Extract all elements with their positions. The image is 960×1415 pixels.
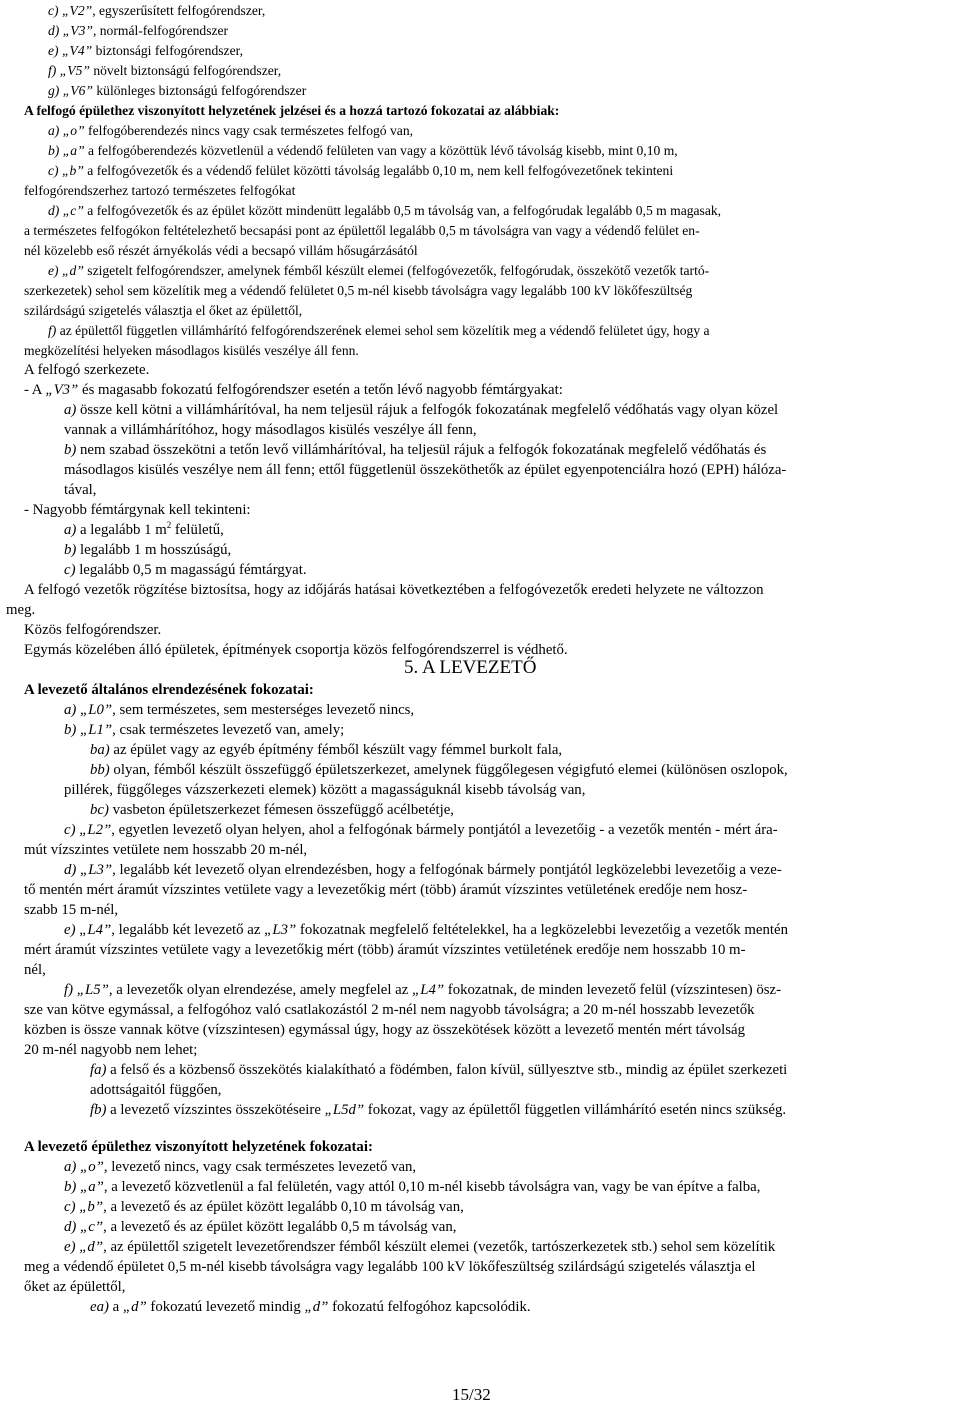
text-span: bb) bbox=[90, 762, 110, 778]
text-span: A levezető épülethez viszonyított helyzetének fokozatai: bbox=[24, 1139, 373, 1155]
text-span: a levezető vízszintes összekötéseire bbox=[106, 1102, 325, 1118]
text-span: b) bbox=[64, 542, 77, 558]
text-span: g) „V6” bbox=[48, 83, 93, 98]
text-span: ea) bbox=[90, 1299, 109, 1315]
text-span: 5. A LEVEZETŐ bbox=[404, 657, 537, 678]
text-line bbox=[64, 1197, 464, 1217]
text-span: mút vízszintes vetülete nem hosszabb 20 m-nél, bbox=[24, 842, 308, 858]
text-line bbox=[24, 620, 161, 640]
text-span: b) „a” bbox=[64, 1179, 104, 1195]
text-span: nem szabad összekötni a tetőn levő villámhárítóval, ha teljesül rájuk a felfogók fokozatának megfelelő védőhatás és bbox=[76, 442, 767, 458]
text-span: A felfogó szerkezete. bbox=[24, 362, 150, 378]
text-line bbox=[24, 580, 764, 600]
text-line bbox=[24, 680, 314, 700]
text-line bbox=[24, 1040, 197, 1060]
text-line bbox=[64, 520, 224, 540]
text-span: , a levezető közvetlenül a fal felületén, vagy attól 0,10 m-nél kisebb távolságra van, vagy be van építve a falba, bbox=[103, 1179, 761, 1195]
text-line bbox=[64, 1237, 775, 1257]
text-span: legalább 1 m hosszúságú, bbox=[76, 542, 232, 558]
text-span: e) „d” bbox=[48, 263, 84, 278]
text-span: olyan, fémből készült összefüggő épületszerkezet, amelynek függőlegesen végigfutó elemei (különösen oszlopok, bbox=[109, 762, 788, 778]
text-span: , az épülettől szigetelt levezetőrendszer fémből készült elemei (vezetők, tartószerkezetek stb.) sehol sem közelítik bbox=[103, 1239, 776, 1255]
text-line bbox=[64, 700, 414, 720]
text-line bbox=[48, 21, 228, 41]
text-span: a) bbox=[64, 402, 77, 418]
text-span: , sem természetes, sem mesterséges levezető nincs, bbox=[112, 702, 415, 718]
text-span: sze van kötve egymással, a felfogóhoz való csatlakozástól 2 m-nél nem nagyobb távolságra; a 20 m-nél hosszabb levezetők bbox=[24, 1002, 755, 1018]
text-span: pillérek, függőleges vázszerkezeti elemek) között a magasságuknál kisebb távolság van, bbox=[64, 782, 586, 798]
text-span: meg. bbox=[6, 602, 36, 618]
text-span: a felső és a közbenső összekötés kialakítható a födémben, falon kívül, süllyesztve stb., mindig az épület szerkezeti bbox=[106, 1062, 788, 1078]
text-line bbox=[64, 720, 344, 740]
text-span: „V3” bbox=[45, 382, 79, 398]
text-span: a) „L0” bbox=[64, 702, 113, 718]
text-span: d) „c” bbox=[64, 1219, 104, 1235]
text-span: , a levezetők olyan elrendezése, amely megfelel az bbox=[108, 982, 412, 998]
text-span: fokozatú felfogóhoz kapcsolódik. bbox=[328, 1299, 531, 1315]
text-line bbox=[48, 61, 281, 81]
text-line bbox=[24, 500, 251, 520]
text-span: ba) bbox=[90, 742, 110, 758]
text-line bbox=[64, 980, 781, 1000]
text-span: nél közelebb eső részét árnyékolás védi a becsapó villám hősugárzásától bbox=[24, 243, 418, 258]
text-span: , csak természetes levezető van, amely; bbox=[112, 722, 345, 738]
text-line bbox=[48, 261, 709, 281]
text-span: - A bbox=[24, 382, 46, 398]
text-line bbox=[90, 1297, 531, 1317]
text-span: tával, bbox=[64, 482, 97, 498]
text-line bbox=[64, 780, 585, 800]
page-number: 15/32 bbox=[452, 1385, 491, 1404]
text-span: b) „L1” bbox=[64, 722, 113, 738]
text-span: d) „c” bbox=[48, 203, 84, 218]
text-line bbox=[64, 860, 782, 880]
text-span: c) „L2” bbox=[64, 822, 112, 838]
text-span: a) „o” bbox=[64, 1159, 104, 1175]
text-span: növelt biztonságú felfogórendszer, bbox=[89, 63, 282, 78]
text-span: őket az épülettől, bbox=[24, 1279, 126, 1295]
text-span: fokozat, vagy az épülettől független villámhárító esetén nincs szükség. bbox=[364, 1102, 787, 1118]
text-line bbox=[48, 81, 306, 101]
text-line bbox=[24, 1020, 745, 1040]
text-line bbox=[90, 1060, 787, 1080]
text-span: a természetes felfogókon feltételezhető becsapási pont az épülettől legalább 0,5 m távolságra van vagy a védendő felület en- bbox=[24, 223, 700, 238]
text-line bbox=[64, 440, 766, 460]
text-span: fb) bbox=[90, 1102, 107, 1118]
text-span: bc) bbox=[90, 802, 109, 818]
text-span: a) „o” bbox=[48, 123, 85, 138]
text-span: , legalább két levezető az bbox=[111, 922, 265, 938]
text-span: felfogóberendezés nincs vagy csak természetes felfogó van, bbox=[84, 123, 414, 138]
text-span: a bbox=[108, 1299, 123, 1315]
text-line bbox=[24, 960, 46, 980]
text-line bbox=[24, 281, 692, 301]
text-span: a legalább 1 m bbox=[76, 522, 167, 538]
text-line bbox=[64, 820, 778, 840]
text-line bbox=[48, 321, 710, 341]
text-line bbox=[64, 480, 96, 500]
text-line bbox=[6, 600, 35, 620]
text-span: , a levezető és az épület között legalább 0,5 m távolság van, bbox=[103, 1219, 457, 1235]
text-span: , egyszerűsített felfogórendszer, bbox=[92, 3, 266, 18]
text-span: az épülettől független villámhárító felfogórendszerének elemei sehol sem közelítik meg a védendő felületet úgy, hogy a bbox=[56, 323, 710, 338]
text-span: szigetelt felfogórendszer, amelynek fémből készült elemei (felfogóvezetők, felfogórudak, összekötő vezetők tartó- bbox=[83, 263, 710, 278]
text-line bbox=[24, 380, 563, 400]
text-span: , levezető nincs, vagy csak természetes levezető van, bbox=[103, 1159, 417, 1175]
text-span: össze kell kötni a villámhárítóval, ha nem teljesül rájuk a felfogók fokozatának megfelelő védőhatás vagy olyan közel bbox=[76, 402, 779, 418]
text-line bbox=[64, 560, 307, 580]
text-span: az épület vagy az egyéb építmény fémből készült vagy fémmel burkolt fala, bbox=[109, 742, 563, 758]
text-line bbox=[64, 400, 778, 420]
text-line bbox=[24, 101, 559, 121]
text-span: másodlagos kisülés veszélye nem áll fenn; ettől függetlenül összeköthetők az épület egyenpotenciálra hozó (EPH) hálóza- bbox=[64, 462, 787, 478]
text-span: Egymás közelében álló épületek, építmények csoportja közös felfogórendszerrel is védhető. bbox=[24, 642, 568, 658]
text-span: szilárdságú szigetelés választja el őket az épülettől, bbox=[24, 303, 303, 318]
text-span: vasbeton épületszerkezet fémesen összefüggő acélbetétje, bbox=[108, 802, 455, 818]
text-span: A levezető általános elrendezésének fokozatai: bbox=[24, 682, 314, 698]
text-span: és magasabb fokozatú felfogórendszer esetén a tetőn lévő nagyobb fémtárgyakat: bbox=[78, 382, 563, 398]
text-line bbox=[90, 1100, 786, 1120]
text-span: 20 m-nél nagyobb nem lehet; bbox=[24, 1042, 198, 1058]
text-span: A felfogó vezetők rögzítése biztosítsa, hogy az időjárás hatásai következtében a felfogóvezetők eredeti helyzete ne változzon bbox=[24, 582, 764, 598]
text-line bbox=[24, 1000, 755, 1020]
text-span: 2 bbox=[166, 520, 172, 530]
text-span: e) „V4” bbox=[48, 43, 93, 58]
text-span: „L5d” bbox=[324, 1102, 365, 1118]
text-line bbox=[24, 241, 418, 261]
text-span: vannak a villámhárítóhoz, hogy másodlagos kisülés veszélye áll fenn, bbox=[64, 422, 477, 438]
text-span: szerkezetek) sehol sem közelítik meg a védendő felületet 0,5 m-nél kisebb távolságra vagy legalább 100 kV lökőfeszültség bbox=[24, 283, 693, 298]
text-span: - Nagyobb fémtárgynak kell tekinteni: bbox=[24, 502, 251, 518]
text-span: megközelítési helyeken másodlagos kisülés veszélye áll fenn. bbox=[24, 343, 359, 358]
text-span: b) bbox=[64, 442, 77, 458]
text-span: A felfogó épülethez viszonyított helyzetének jelzései és a hozzá tartozó fokozatai az alábbiak: bbox=[24, 103, 560, 118]
text-span: fokozatnak, de minden levezető felül (vízszintesen) ösz- bbox=[444, 982, 781, 998]
text-span: b) „a” bbox=[48, 143, 85, 158]
text-span: a) bbox=[64, 522, 77, 538]
text-line bbox=[90, 800, 454, 820]
text-span: , legalább két levezető olyan elrendezésben, hogy a felfogónak bármely pontjától legközelebbi levezetőig a veze- bbox=[112, 862, 782, 878]
text-span: meg a védendő épületet 0,5 m-nél kisebb távolságra vagy legalább 100 kV lökőfeszültség szilárdságú szigetelés választja el bbox=[24, 1259, 756, 1275]
text-span: „L3” bbox=[264, 922, 297, 938]
text-line bbox=[48, 121, 413, 141]
text-span: „d” bbox=[122, 1299, 147, 1315]
text-span: fokozatnak megfelelő feltételekkel, ha a legközelebbi levezetőig a vezetők mentén bbox=[296, 922, 788, 938]
text-span: felfogórendszerhez tartozó természetes felfogókat bbox=[24, 183, 296, 198]
text-line bbox=[48, 41, 243, 61]
text-line bbox=[48, 201, 721, 221]
text-span: , normál-felfogórendszer bbox=[92, 23, 229, 38]
text-span: f) „L5” bbox=[64, 982, 109, 998]
text-span: fa) bbox=[90, 1062, 107, 1078]
text-line bbox=[90, 740, 562, 760]
text-span: f) „V5” bbox=[48, 63, 90, 78]
text-span: legalább 0,5 m magasságú fémtárgyat. bbox=[75, 562, 307, 578]
text-line bbox=[64, 1177, 760, 1197]
text-line bbox=[24, 900, 118, 920]
text-line bbox=[48, 161, 673, 181]
text-span: közben is össze vannak kötve (vízszintesen) egymással úgy, hogy az összekötések között a levezető mentén mért távolság bbox=[24, 1022, 745, 1038]
text-span: c) „V2” bbox=[48, 3, 93, 18]
text-line bbox=[24, 1137, 373, 1157]
text-span: fokozatú levezető mindig bbox=[146, 1299, 305, 1315]
text-span: a felfogóberendezés közvetlenül a védendő felületen van vagy a közöttük lévő távolság kisebb, mint 0,10 m, bbox=[84, 143, 678, 158]
text-span: d) „L3” bbox=[64, 862, 113, 878]
text-span: Közös felfogórendszer. bbox=[24, 622, 162, 638]
text-line bbox=[24, 301, 302, 321]
text-span: d) „V3” bbox=[48, 23, 93, 38]
text-line bbox=[24, 880, 747, 900]
text-line bbox=[64, 420, 477, 440]
text-span: c) „b” bbox=[64, 1199, 104, 1215]
text-span: , a levezető és az épület között legalább 0,10 m távolság van, bbox=[103, 1199, 464, 1215]
text-span: , egyetlen levezető olyan helyen, ahol a felfogónak bármely pontjától a levezetőig - a vezetők mentén - mért ára- bbox=[111, 822, 778, 838]
text-span: c) „b” bbox=[48, 163, 84, 178]
text-line bbox=[24, 181, 295, 201]
text-line bbox=[24, 221, 700, 241]
text-span: különleges biztonságú felfogórendszer bbox=[92, 83, 307, 98]
text-span: nél, bbox=[24, 962, 46, 978]
text-span: szabb 15 m-nél, bbox=[24, 902, 119, 918]
text-line bbox=[24, 940, 746, 960]
text-line bbox=[64, 920, 788, 940]
text-span: „L4” bbox=[412, 982, 445, 998]
text-line bbox=[24, 1277, 125, 1297]
text-line bbox=[24, 360, 149, 380]
text-line bbox=[64, 1157, 416, 1177]
text-span: adottságaitól függően, bbox=[90, 1082, 222, 1098]
text-line bbox=[64, 1217, 456, 1237]
text-line bbox=[24, 840, 307, 860]
text-line bbox=[90, 760, 788, 780]
text-line bbox=[48, 1, 265, 21]
text-line bbox=[48, 141, 678, 161]
text-span: a felfogóvezetők és az épület között mindenütt legalább 0,5 m távolság van, a felfogórudak legalább 0,5 m magasak, bbox=[83, 203, 722, 218]
text-span: c) bbox=[64, 562, 76, 578]
text-span: a felfogóvezetők és a védendő felület közötti távolság legalább 0,10 m, nem kell felfogóvezetőnek tekinteni bbox=[83, 163, 674, 178]
text-span: tő mentén mért áramút vízszintes vetülete vagy a levezetőkig mért (több) áramút vízszintes vetületének eredője nem hosz- bbox=[24, 882, 748, 898]
text-line bbox=[24, 1257, 756, 1277]
text-line bbox=[90, 1080, 222, 1100]
text-line bbox=[24, 341, 359, 361]
text-span: e) „L4” bbox=[64, 922, 112, 938]
text-line bbox=[64, 540, 231, 560]
text-span: mért áramút vízszintes vetülete vagy a levezetőkig mért (több) áramút vízszintes vetületének eredője nem hosszabb 10 m- bbox=[24, 942, 746, 958]
text-span: „d” bbox=[304, 1299, 329, 1315]
text-span: e) „d” bbox=[64, 1239, 104, 1255]
text-line bbox=[64, 460, 786, 480]
text-span: f) bbox=[48, 323, 57, 338]
text-line bbox=[404, 658, 536, 678]
text-span: biztonsági felfogórendszer, bbox=[92, 43, 244, 58]
text-span: felületű, bbox=[171, 522, 224, 538]
